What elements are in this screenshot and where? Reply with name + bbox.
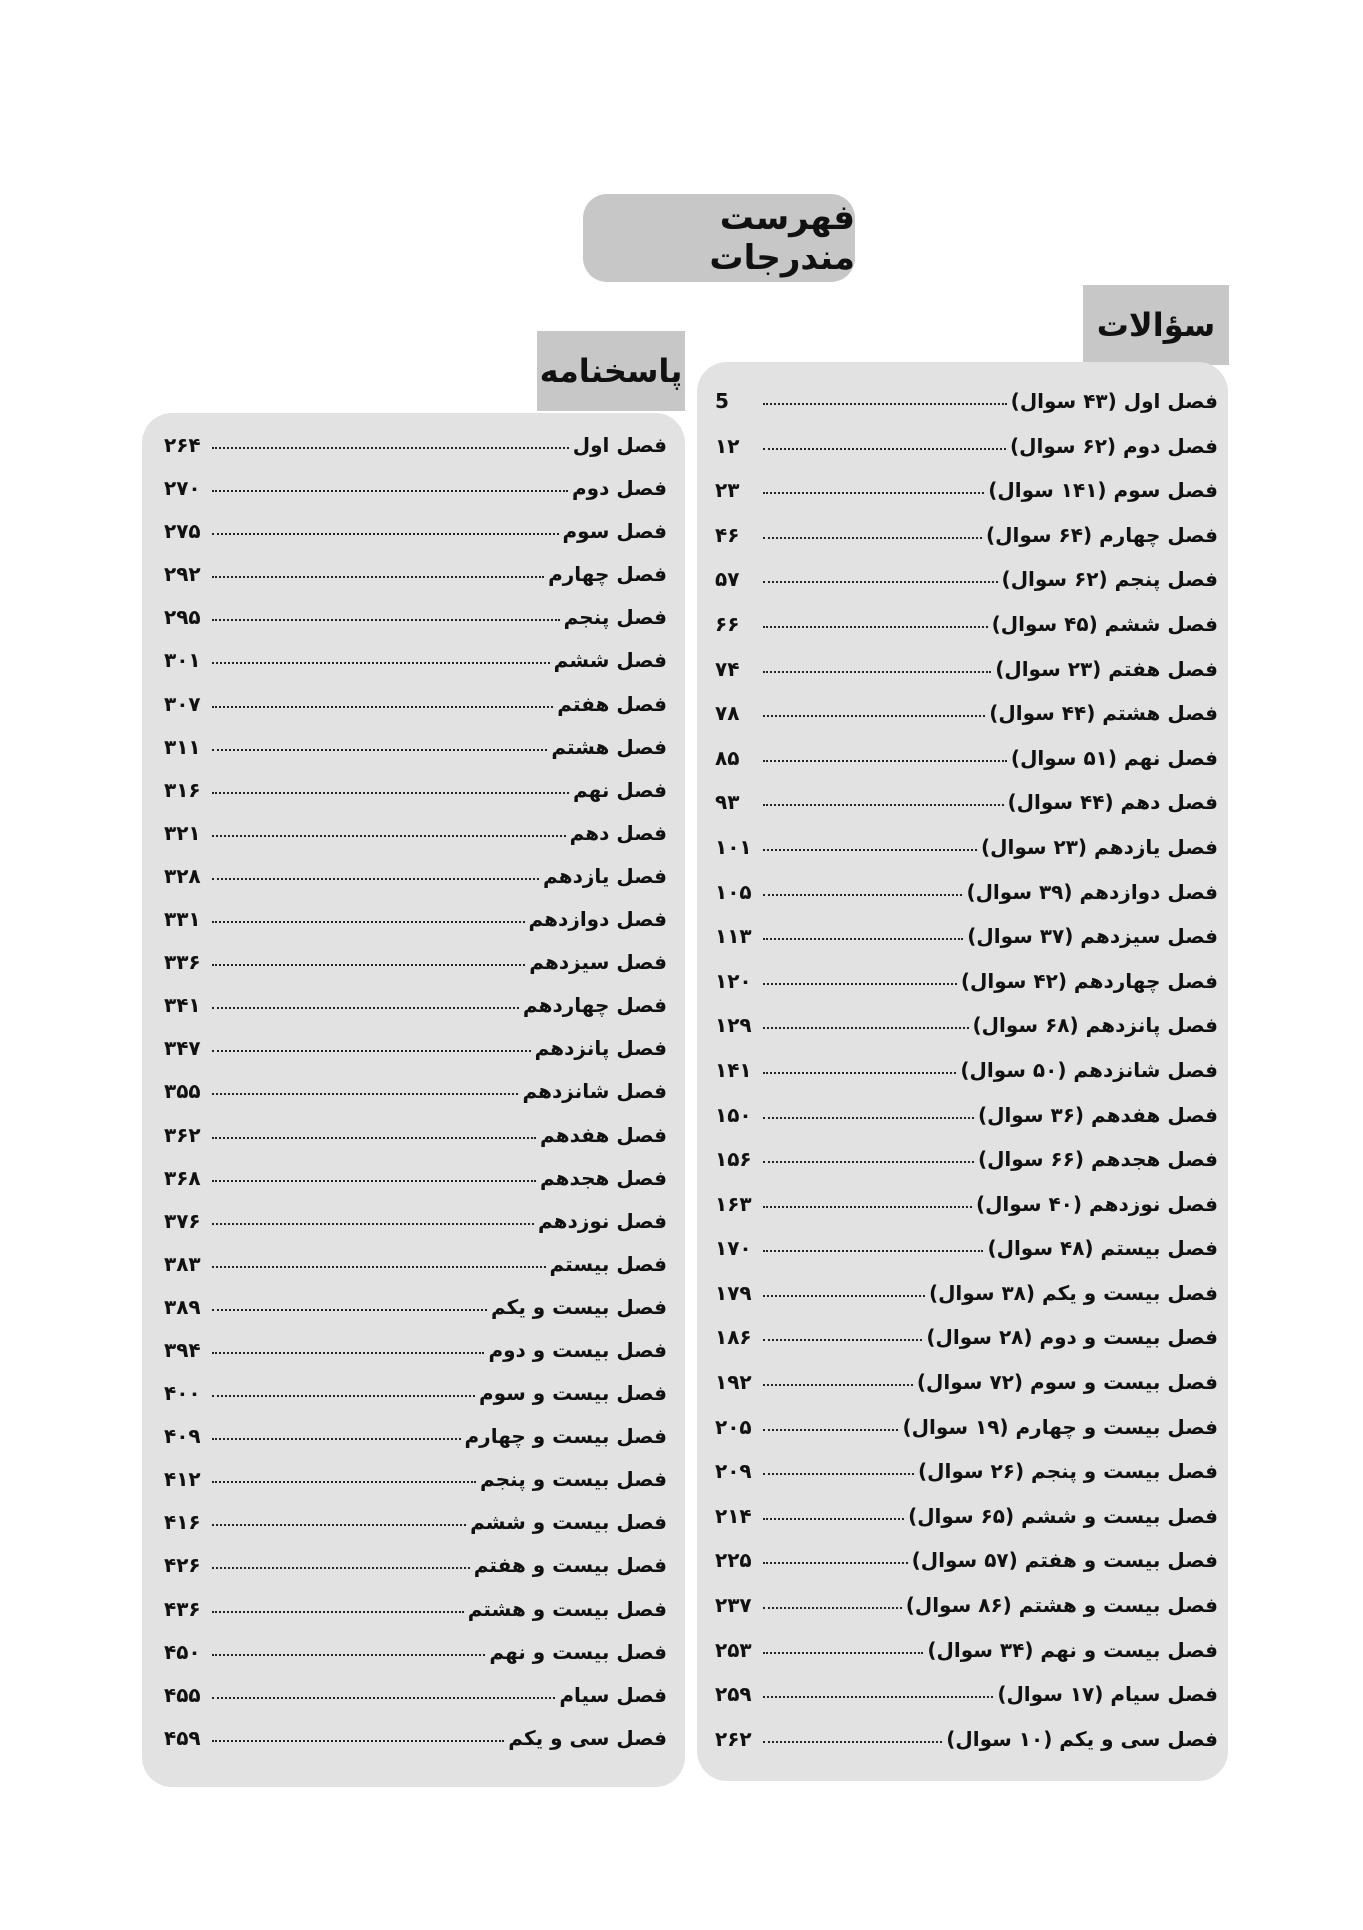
dot-leader xyxy=(212,1352,484,1354)
toc-entry-page-number: ۴۵۵ xyxy=(164,1682,201,1707)
toc-entry-page-number: ۲۳۷ xyxy=(715,1593,752,1618)
toc-entry-title: فصل بیست و ششم (۶۵ سوال) xyxy=(908,1503,1218,1528)
dot-leader xyxy=(763,626,988,628)
toc-entry-page-number: ۲۹۵ xyxy=(164,605,201,630)
toc-entry-title: فصل بیستم xyxy=(549,1251,667,1276)
dot-leader xyxy=(212,1611,464,1613)
answers-toc-row[interactable] xyxy=(164,1079,667,1122)
questions-toc-row[interactable] xyxy=(715,523,1218,568)
toc-entry-title: فصل هجدهم (۶۶ سوال) xyxy=(977,1147,1218,1172)
toc-entry-page-number: ۴۵۰ xyxy=(164,1639,201,1664)
toc-entry-title: فصل هجدهم xyxy=(539,1165,667,1190)
questions-toc-row[interactable] xyxy=(715,701,1218,746)
toc-entry-title: فصل دهم (۴۴ سوال) xyxy=(1007,790,1218,815)
toc-entry-page-number: ۳۰۱ xyxy=(164,648,201,673)
questions-toc-row[interactable] xyxy=(715,924,1218,969)
questions-section-label: سؤالات xyxy=(1083,285,1229,365)
toc-entry-page-number: ۳۹۴ xyxy=(164,1337,201,1362)
dot-leader xyxy=(212,619,560,621)
questions-toc-row[interactable] xyxy=(715,1370,1218,1415)
toc-entry-title: فصل بیست و نهم xyxy=(489,1639,667,1664)
toc-entry-title: فصل اول (۴۳ سوال) xyxy=(1010,389,1218,413)
toc-entry-page-number: ۴۳۶ xyxy=(164,1596,201,1621)
toc-entry-page-number: ۳۶۲ xyxy=(164,1122,201,1147)
toc-entry-title: فصل سوم (۱۴۱ سوال) xyxy=(988,478,1218,503)
toc-entry-page-number: ۲۶۴ xyxy=(164,433,201,457)
toc-entry-page-number: ۳۱۱ xyxy=(164,734,201,759)
answers-toc-row[interactable] xyxy=(164,1510,667,1553)
toc-entry-page-number: ۴۶ xyxy=(715,522,740,547)
toc-entry-page-number: ۲۱۴ xyxy=(715,1503,752,1528)
toc-entry-title: فصل یازدهم xyxy=(543,863,667,888)
dot-leader xyxy=(212,1740,504,1742)
dot-leader xyxy=(763,804,1004,806)
toc-entry-page-number: ۱۱۳ xyxy=(715,924,752,949)
dot-leader xyxy=(763,1250,983,1252)
toc-entry-title: فصل پنجم (۶۲ سوال) xyxy=(1001,567,1218,592)
dot-leader xyxy=(763,849,977,851)
toc-entry-title: فصل چهاردهم xyxy=(522,993,667,1018)
dot-leader xyxy=(763,1607,902,1609)
answers-toc-row[interactable] xyxy=(164,433,667,476)
questions-toc-row[interactable] xyxy=(715,1013,1218,1058)
toc-entry-title: فصل یازدهم (۲۳ سوال) xyxy=(980,834,1218,859)
toc-entry-title: فصل بیست و نهم (۳۴ سوال) xyxy=(927,1637,1218,1662)
toc-entry-title: فصل دهم xyxy=(569,820,667,845)
answers-toc-row[interactable] xyxy=(164,1166,667,1209)
toc-entry-title: فصل بیستم (۴۸ سوال) xyxy=(987,1236,1218,1261)
toc-entry-title: فصل اول xyxy=(572,433,667,457)
toc-entry-title: فصل پنجم xyxy=(563,605,667,630)
answers-toc-row[interactable] xyxy=(164,1209,667,1252)
toc-entry-page-number: ۱۷۹ xyxy=(715,1280,752,1305)
toc-entry-title: فصل دوم xyxy=(572,476,667,501)
page-title: فهرست مندرجات xyxy=(583,194,855,282)
answers-toc-row[interactable] xyxy=(164,1597,667,1640)
toc-entry-page-number: ۲۲۵ xyxy=(715,1548,752,1573)
toc-entry-title: فصل هشتم xyxy=(551,734,667,759)
dot-leader xyxy=(763,1339,922,1341)
answers-toc-row[interactable] xyxy=(164,692,667,735)
dot-leader xyxy=(763,1072,956,1074)
questions-toc-row[interactable] xyxy=(715,1058,1218,1103)
toc-entry-page-number: ۲۰۹ xyxy=(715,1459,752,1484)
dot-leader xyxy=(763,1696,993,1698)
toc-entry-title: فصل بیست و یکم xyxy=(491,1294,667,1319)
toc-entry-page-number: ۳۴۱ xyxy=(164,993,201,1018)
dot-leader xyxy=(212,792,569,794)
questions-toc-row[interactable] xyxy=(715,1192,1218,1237)
dot-leader xyxy=(763,1652,923,1654)
toc-entry-page-number: ۲۰۵ xyxy=(715,1414,752,1439)
toc-entry-page-number: ۷۴ xyxy=(715,656,740,681)
answers-toc-row[interactable] xyxy=(164,993,667,1036)
toc-entry-page-number: ۱۴۱ xyxy=(715,1057,752,1082)
answers-toc-row[interactable] xyxy=(164,1381,667,1424)
toc-entry-page-number: ۳۴۷ xyxy=(164,1036,201,1061)
toc-entry-page-number: ۱۲۹ xyxy=(715,1013,752,1038)
toc-entry-title: فصل سیزدهم xyxy=(529,950,667,975)
toc-entry-page-number: ۳۰۷ xyxy=(164,691,201,716)
answers-toc-row[interactable] xyxy=(164,1553,667,1596)
dot-leader xyxy=(763,1741,942,1743)
answers-toc-panel xyxy=(142,413,685,1787)
toc-entry-title: فصل بیست و دوم (۲۸ سوال) xyxy=(926,1325,1218,1350)
toc-entry-title: فصل سیزدهم (۳۷ سوال) xyxy=(967,924,1218,949)
dot-leader xyxy=(212,1567,470,1569)
dot-leader xyxy=(212,706,553,708)
questions-toc-row[interactable] xyxy=(715,1236,1218,1281)
dot-leader xyxy=(763,894,962,896)
answers-toc-row[interactable] xyxy=(164,1467,667,1510)
toc-entry-page-number: ۱۰۵ xyxy=(715,879,752,904)
toc-entry-page-number: ۱۶۳ xyxy=(715,1191,752,1216)
questions-toc-row[interactable] xyxy=(715,1504,1218,1549)
toc-entry-title: فصل ششم xyxy=(553,648,667,673)
dot-leader xyxy=(212,533,559,535)
toc-entry-page-number: ۷۸ xyxy=(715,701,740,726)
dot-leader xyxy=(763,1429,898,1431)
toc-entry-title: فصل دوازدهم xyxy=(528,907,667,932)
toc-entry-title: فصل دوازدهم (۳۹ سوال) xyxy=(966,879,1218,904)
answers-toc-row[interactable] xyxy=(164,562,667,605)
dot-leader xyxy=(212,1395,475,1397)
questions-toc-row[interactable] xyxy=(715,1281,1218,1326)
dot-leader xyxy=(763,760,1007,762)
dot-leader xyxy=(763,1384,913,1386)
toc-entry-title: فصل سی و یکم xyxy=(508,1725,667,1750)
answers-toc-row[interactable] xyxy=(164,735,667,778)
toc-entry-title: فصل نوزدهم xyxy=(538,1208,667,1233)
toc-entry-title: فصل سیام xyxy=(559,1682,667,1707)
toc-entry-page-number: ۲۷۵ xyxy=(164,519,201,544)
dot-leader xyxy=(212,1137,536,1139)
answers-toc-row[interactable] xyxy=(164,648,667,691)
dot-leader xyxy=(212,447,569,449)
dot-leader xyxy=(212,1050,531,1052)
dot-leader xyxy=(763,492,984,494)
toc-entry-title: فصل چهاردهم (۴۲ سوال) xyxy=(960,968,1218,993)
answers-toc-row[interactable] xyxy=(164,519,667,562)
answers-toc-row[interactable] xyxy=(164,1123,667,1166)
toc-entry-title: فصل هشتم (۴۴ سوال) xyxy=(989,701,1218,726)
dot-leader xyxy=(212,878,539,880)
toc-entry-title: فصل بیست و هشتم xyxy=(467,1596,667,1621)
toc-entry-page-number: ۳۸۹ xyxy=(164,1294,201,1319)
toc-entry-title: فصل پانزدهم (۶۸ سوال) xyxy=(972,1013,1218,1038)
dot-leader xyxy=(763,983,957,985)
dot-leader xyxy=(763,403,1007,405)
toc-entry-title: فصل بیست و چهارم xyxy=(464,1424,667,1449)
dot-leader xyxy=(763,1518,904,1520)
dot-leader xyxy=(763,1206,972,1208)
dot-leader xyxy=(212,1093,518,1095)
dot-leader xyxy=(212,1654,485,1656)
answers-toc-row[interactable] xyxy=(164,476,667,519)
toc-entry-title: فصل بیست و چهارم (۱۹ سوال) xyxy=(902,1414,1218,1439)
toc-entry-title: فصل بیست و پنجم xyxy=(480,1467,667,1492)
dot-leader xyxy=(763,715,985,717)
answers-section-label: پاسخنامه xyxy=(537,331,685,411)
dot-leader xyxy=(763,671,991,673)
toc-entry-title: فصل دوم (۶۲ سوال) xyxy=(1009,433,1218,458)
dot-leader xyxy=(212,1266,546,1268)
toc-entry-title: فصل نهم (۵۱ سوال) xyxy=(1010,745,1218,770)
toc-entry-title: فصل شانزدهم (۵۰ سوال) xyxy=(960,1057,1218,1082)
toc-entry-page-number: ۱۸۶ xyxy=(715,1325,752,1350)
toc-entry-page-number: ۳۸۳ xyxy=(164,1251,201,1276)
toc-entry-title: فصل بیست و ششم xyxy=(470,1510,667,1535)
answers-toc-row[interactable] xyxy=(164,864,667,907)
toc-entry-page-number: ۴۱۲ xyxy=(164,1467,201,1492)
questions-toc-row[interactable] xyxy=(715,1727,1218,1772)
dot-leader xyxy=(763,448,1006,450)
dot-leader xyxy=(212,749,547,751)
questions-toc-row[interactable] xyxy=(715,389,1218,434)
toc-entry-title: فصل بیست و یکم (۳۸ سوال) xyxy=(928,1280,1218,1305)
dot-leader xyxy=(763,1117,974,1119)
dot-leader xyxy=(212,662,550,664)
toc-entry-title: فصل هفدهم (۳۶ سوال) xyxy=(977,1102,1218,1127)
questions-toc-row[interactable] xyxy=(715,434,1218,479)
dot-leader xyxy=(763,938,963,940)
toc-entry-title: فصل چهارم xyxy=(548,562,667,587)
toc-entry-page-number: ۲۷۰ xyxy=(164,476,201,501)
toc-entry-page-number: ۳۲۸ xyxy=(164,863,201,888)
toc-entry-page-number: ۳۶۸ xyxy=(164,1165,201,1190)
answers-toc-row[interactable] xyxy=(164,1640,667,1683)
toc-entry-page-number: ۹۳ xyxy=(715,790,740,815)
toc-entry-title: فصل نوزدهم (۴۰ سوال) xyxy=(975,1191,1218,1216)
toc-entry-page-number: ۳۳۱ xyxy=(164,907,201,932)
toc-entry-title: فصل هفدهم xyxy=(540,1122,667,1147)
toc-entry-page-number: ۵۷ xyxy=(715,567,740,592)
toc-entry-title: فصل پانزدهم xyxy=(534,1036,667,1061)
toc-entry-title: فصل نهم xyxy=(572,777,667,802)
toc-entry-title: فصل هفتم xyxy=(557,691,667,716)
toc-entry-page-number: ۱۲۰ xyxy=(715,968,752,993)
toc-entry-title: فصل بیست و سوم (۷۲ سوال) xyxy=(916,1370,1218,1395)
dot-leader xyxy=(212,964,525,966)
dot-leader xyxy=(763,537,982,539)
questions-toc-row[interactable] xyxy=(715,1103,1218,1148)
toc-entry-title: فصل ششم (۴۵ سوال) xyxy=(991,611,1218,636)
questions-toc-row[interactable] xyxy=(715,1459,1218,1504)
dot-leader xyxy=(212,490,568,492)
toc-entry-title: فصل بیست و پنجم (۲۶ سوال) xyxy=(918,1459,1218,1484)
questions-toc-row[interactable] xyxy=(715,969,1218,1014)
answers-toc-row[interactable] xyxy=(164,778,667,821)
dot-leader xyxy=(212,576,544,578)
toc-entry-page-number: ۲۹۲ xyxy=(164,562,201,587)
questions-toc-row[interactable] xyxy=(715,746,1218,791)
toc-entry-title: فصل بیست و دوم xyxy=(488,1337,667,1362)
toc-entry-page-number: ۱۹۲ xyxy=(715,1370,752,1395)
questions-toc-row[interactable] xyxy=(715,1415,1218,1460)
answers-toc-row[interactable] xyxy=(164,950,667,993)
questions-toc-row[interactable] xyxy=(715,1548,1218,1593)
questions-toc-row[interactable] xyxy=(715,1638,1218,1683)
dot-leader xyxy=(212,835,566,837)
toc-entry-page-number: ۳۵۵ xyxy=(164,1079,201,1104)
toc-entry-page-number: ۳۳۶ xyxy=(164,950,201,975)
toc-entry-title: فصل بیست و هفتم (۵۷ سوال) xyxy=(911,1548,1218,1573)
answers-toc-row[interactable] xyxy=(164,1726,667,1769)
answers-toc-row[interactable] xyxy=(164,821,667,864)
toc-entry-page-number: ۱۰۱ xyxy=(715,834,752,859)
questions-toc-row[interactable] xyxy=(715,612,1218,657)
questions-toc-row[interactable] xyxy=(715,835,1218,880)
toc-entry-page-number: ۴۵۹ xyxy=(164,1725,201,1750)
toc-entry-page-number: ۱۵۶ xyxy=(715,1147,752,1172)
dot-leader xyxy=(212,1481,476,1483)
toc-entry-page-number: ۳۷۶ xyxy=(164,1208,201,1233)
answers-toc-row[interactable] xyxy=(164,1295,667,1338)
answers-toc-row[interactable] xyxy=(164,605,667,648)
toc-entry-title: فصل سیام (۱۷ سوال) xyxy=(997,1682,1218,1707)
dot-leader xyxy=(212,921,525,923)
toc-entry-page-number: ۴۱۶ xyxy=(164,1510,201,1535)
questions-toc-row[interactable] xyxy=(715,567,1218,612)
toc-entry-page-number: 5 xyxy=(715,389,729,413)
toc-entry-page-number: ۲۶۲ xyxy=(715,1726,752,1751)
questions-toc-row[interactable] xyxy=(715,657,1218,702)
questions-toc-row[interactable] xyxy=(715,880,1218,925)
questions-toc-row[interactable] xyxy=(715,1682,1218,1727)
dot-leader xyxy=(763,581,998,583)
answers-toc-row[interactable] xyxy=(164,1252,667,1295)
dot-leader xyxy=(212,1223,534,1225)
dot-leader xyxy=(212,1697,555,1699)
questions-toc-row[interactable] xyxy=(715,1147,1218,1192)
toc-entry-title: فصل بیست و هشتم (۸۶ سوال) xyxy=(905,1593,1218,1618)
questions-toc-row[interactable] xyxy=(715,790,1218,835)
toc-entry-page-number: ۶۶ xyxy=(715,611,740,636)
dot-leader xyxy=(763,1161,974,1163)
dot-leader xyxy=(212,1007,519,1009)
toc-entry-page-number: ۱۵۰ xyxy=(715,1102,752,1127)
toc-entry-page-number: ۴۰۹ xyxy=(164,1424,201,1449)
questions-toc-row[interactable] xyxy=(715,1325,1218,1370)
dot-leader xyxy=(763,1027,969,1029)
toc-entry-page-number: ۲۳ xyxy=(715,478,740,503)
questions-toc-row[interactable] xyxy=(715,478,1218,523)
toc-entry-title: فصل هفتم (۲۳ سوال) xyxy=(995,656,1218,681)
dot-leader xyxy=(763,1295,925,1297)
toc-entry-page-number: ۱۲ xyxy=(715,433,740,458)
dot-leader xyxy=(212,1524,466,1526)
toc-entry-title: فصل بیست و هفتم xyxy=(473,1553,667,1578)
dot-leader xyxy=(212,1180,536,1182)
answers-toc-row[interactable] xyxy=(164,907,667,950)
toc-entry-title: فصل سوم xyxy=(562,519,667,544)
dot-leader xyxy=(212,1438,461,1440)
questions-toc-row[interactable] xyxy=(715,1593,1218,1638)
toc-entry-page-number: ۲۵۳ xyxy=(715,1637,752,1662)
toc-entry-page-number: ۲۵۹ xyxy=(715,1682,752,1707)
toc-entry-title: فصل سی و یکم (۱۰ سوال) xyxy=(946,1726,1218,1751)
toc-entry-page-number: ۱۷۰ xyxy=(715,1236,752,1261)
toc-entry-page-number: ۸۵ xyxy=(715,745,740,770)
questions-toc-panel xyxy=(697,362,1228,1781)
dot-leader xyxy=(212,1309,487,1311)
dot-leader xyxy=(763,1473,914,1475)
toc-entry-page-number: ۴۲۶ xyxy=(164,1553,201,1578)
toc-entry-title: فصل بیست و سوم xyxy=(478,1381,667,1406)
toc-entry-page-number: ۳۱۶ xyxy=(164,777,201,802)
dot-leader xyxy=(763,1562,908,1564)
answers-toc-row[interactable] xyxy=(164,1683,667,1726)
toc-entry-page-number: ۳۲۱ xyxy=(164,820,201,845)
answers-toc-row[interactable] xyxy=(164,1338,667,1381)
toc-entry-page-number: ۴۰۰ xyxy=(164,1381,201,1406)
toc-entry-title: فصل چهارم (۶۴ سوال) xyxy=(986,522,1218,547)
answers-toc-row[interactable] xyxy=(164,1036,667,1079)
toc-entry-title: فصل شانزدهم xyxy=(522,1079,667,1104)
answers-toc-row[interactable] xyxy=(164,1424,667,1467)
